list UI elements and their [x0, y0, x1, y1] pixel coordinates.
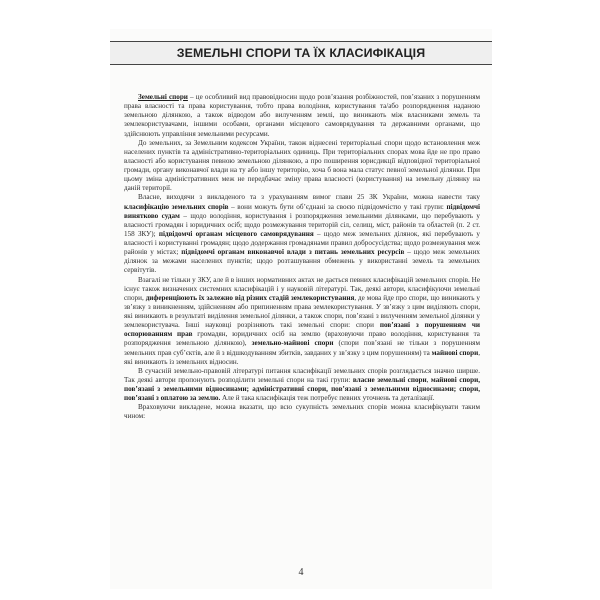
- bold-executive: підвідомчі органам виконавчої влади з питань земельних ресурсів: [181, 248, 405, 257]
- paragraph-3-text: Власне, виходячи з викладеного та з урахуванням вимог глави 25 ЗК України, можна навести таку: [138, 193, 480, 202]
- bold-property: майнові спори: [431, 348, 479, 357]
- title-band: [110, 41, 492, 65]
- paragraph-4-text: громадян, юридичних осіб на землю (враховуючи право володіння, користування та розпорядження земельною ділянкою),: [124, 330, 480, 348]
- paragraph-5: [124, 367, 480, 404]
- term-land-disputes: Земельні спори: [138, 93, 188, 101]
- paragraph-2: До земельних, за Земельним кодексом України, також віднесені територіальні спори щодо встановлення меж населених пунктів та адміністративно-територіальних одиниць. При територіальних спорах мова йде не про право власності або користування певною земельною ділянкою, а про поширення юрисдикції відповідної територіальної громади, органу виконавчої влади на ту або іншу територію, хоча б вона мала статус певної земельної ділянки. При цьому зміна адміністративних меж не передбачає зміну права власності (користування) на земельну ділянку на даній території.: [124, 138, 480, 193]
- bold-land-property: земельно-майнові спори: [251, 339, 334, 348]
- bold-classification: класифікацію земельних спорів: [124, 202, 229, 211]
- bold-courts: підвідомчі винятково судам: [124, 202, 480, 220]
- paragraph-3-text: – щодо володіння, користування і розпорядження земельними ділянками, що перебувають у власності громадян і юридичних осіб; щодо розмежування територій сіл, селищ, міст, районів та областей (п. 2 ст. 158 ЗКУ);: [124, 211, 480, 238]
- bold-stages: диференціюють їх залежно від різних стадій землекористування: [145, 293, 355, 302]
- paragraph-6: Враховуючи викладене, можна вказати, що всю сукупність земельних спорів можна класифікувати таким чином:: [124, 403, 480, 421]
- paragraph-5-text: Але й така класифікація теж потребує певних уточнень та деталізації.: [220, 394, 435, 403]
- bold-own-disputes: власне земельні спори: [352, 375, 427, 384]
- paragraph-1-text: – це особливий вид правовідносин щодо розв’язання розбіжностей, пов’язаних з порушенням права власності та права користування, тобто права володіння, користування та/або розпорядження наданою земельною ділянкою, а також відводом або вилученням землі, що виникають між власниками земель та землекористувачами, іншими особами, органами місцевого самоврядування та державними органами, що здійснюють управління земельними ресурсами.: [124, 93, 480, 138]
- body-text: [124, 93, 480, 422]
- paragraph-1: [124, 93, 480, 139]
- page-number: 4: [298, 567, 304, 578]
- paragraph-4: [124, 276, 480, 367]
- bold-groups: майнові спори, пов’язані з земельними відносинами; адміністративні спори, пов’язані з земельними відносинами; спори, пов’язані з оплатою за землю.: [124, 375, 480, 403]
- paragraph-3-text: – щодо меж земельних ділянок, які перебувають у власності і користуванні громадян; щодо додержання громадянами правил добросусідства; щодо розмежування меж районів у містах;: [124, 229, 480, 257]
- paragraph-4-text: , які виникають із земельних відносин.: [124, 348, 480, 366]
- paragraph-4-text: Взагалі не тільки у ЗКУ, але й в інших нормативних актах не дається певних класифікацій земельних спорів. Не існує також визначених системних класифікацій і у науковій літературі. Так, деякі автори, класифікуючи земельні спори,: [124, 275, 480, 302]
- paragraph-3-text: – щодо меж земельних ділянок за межами населених пунктів; щодо розташування обмежень у використанні земель та земельних сервітутів.: [124, 248, 480, 275]
- paragraph-3-text: – вони можуть бути об’єднані за своєю підвідомчістю у такі групи:: [228, 202, 447, 211]
- paragraph-4-text: , де мова йде про спори, що виникають у зв’язку з виникненням, здійсненням або припиненням права землекористування. У зв’язку з цим виділяють спори, які виникають в результаті виділення земельної ділянки, а також спори, пов’язані з вилученням земельної ділянки у землекористувача. Інші науковці розрізняють такі земельні спори: спори: [124, 293, 480, 330]
- document-page: [110, 29, 492, 589]
- paragraph-5-text: В сучасній земельно-правовій літературі питання класифікації земельних спорів розглядається значно ширше. Так деякі автори пропонують розподілити земельні спори на такі групи:: [124, 366, 480, 384]
- paragraph-5-text: ,: [426, 375, 431, 384]
- paragraph-4-text: (спори пов’язані не тільки з порушенням земельних прав суб’єктів, але й з відшкодуванням збитків, завданих у зв’язку з цим порушенням) та: [124, 339, 480, 357]
- bold-local-government: підвідомчі органам місцевого самоврядування: [158, 229, 314, 238]
- bold-rights-violation: пов’язані з порушенням чи оспорюванням прав: [124, 321, 480, 339]
- page-title: ЗЕМЕЛЬНІ СПОРИ ТА ЇХ КЛАСИФІКАЦІЯ: [176, 46, 426, 60]
- paragraph-3: [124, 193, 480, 275]
